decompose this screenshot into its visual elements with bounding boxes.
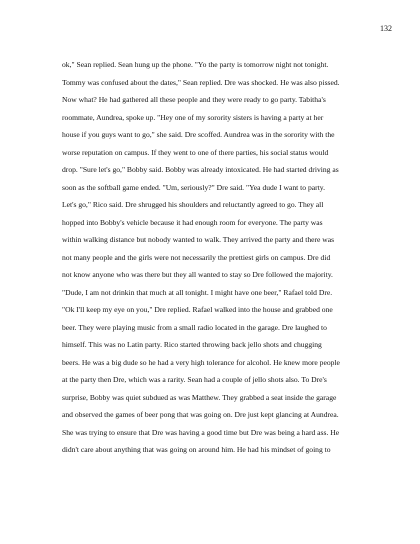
- text-line: soon as the softball game ended. "Um, seriously?" Dre said. "Yea dude I want to party.: [62, 182, 325, 192]
- text-line: roommate, Aundrea, spoke up. "Hey one of my sorority sisters is having a party at her: [62, 112, 324, 122]
- text-line: didn't care about anything that was going on around him. He had his mindset of going to: [62, 445, 331, 454]
- text-line: beer. They were playing music from a small radio located in the garage. Dre laughed to: [62, 322, 327, 332]
- text-line: "Dude, I am not drinkin that much at all tonight. I might have one beer," Rafael told Dre.: [62, 287, 333, 297]
- text-line: not many people and the girls were not necessarily the prettiest girls on campus. Dre did: [62, 252, 331, 262]
- page-number: 132: [380, 24, 392, 33]
- body-text: [62, 56, 372, 459]
- text-line: Let's go," Rico said. Dre shrugged his shoulders and reluctantly agreed to go. They all: [62, 200, 324, 209]
- text-line: She was trying to ensure that Dre was having a good time but Dre was being a hard ass. He: [62, 427, 340, 437]
- text-line: drop. "Sure let's go," Bobby said. Bobby was already intoxicated. He had started driving as: [62, 165, 339, 174]
- text-line: within walking distance but nobody wanted to walk. They arrived the party and there was: [62, 235, 335, 244]
- text-line: at the party then Dre, which was a rarity. Sean had a couple of jello shots also. To Dre's: [62, 375, 327, 384]
- text-line: ok," Sean replied. Sean hung up the phone. "Yo the party is tomorrow night not tonight.: [62, 60, 329, 69]
- text-line: beers. He was a big dude so he had a very high tolerance for alcohol. He knew more people: [62, 357, 340, 367]
- text-line: himself. This was no Latin party. Rico started throwing back jello shots and chugging: [62, 340, 322, 349]
- text-line: hopped into Bobby's vehicle because it had enough room for everyone. The party was: [62, 217, 323, 227]
- text-line: worse reputation on campus. If they went to one of there parties, his social status would: [62, 147, 329, 157]
- text-line: Now what? He had gathered all these people and they were ready to go party. Tabitha's: [62, 95, 326, 104]
- text-line: not know anyone who was there but they all wanted to stay so Dre followed the majority.: [62, 270, 333, 279]
- text-line: "Ok I'll keep my eye on you," Dre replied. Rafael walked into the house and grabbed one: [62, 305, 333, 314]
- text-line: surprise, Bobby was quiet subdued as was Matthew. They grabbed a seat inside the garage: [62, 392, 337, 402]
- text-line: and observed the games of beer pong that was going on. Dre just kept glancing at Aundrea.: [62, 410, 339, 419]
- text-line: house if you guys want to go," she said. Dre scoffed. Aundrea was in the sorority with the: [62, 130, 335, 139]
- text-line: Tommy was confused about the dates," Sean replied. Dre was shocked. He was also pissed.: [62, 77, 340, 87]
